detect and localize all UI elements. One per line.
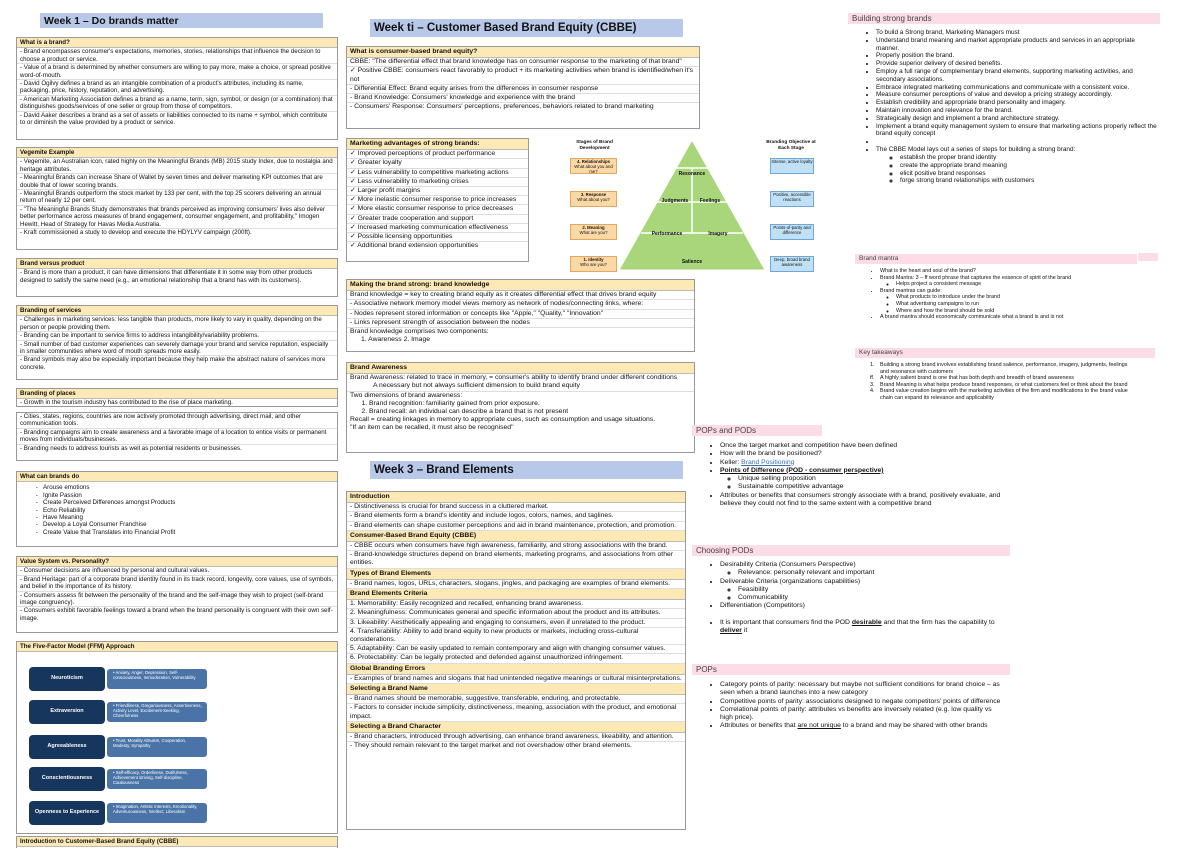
list-item: • Correlational points of parity: attributes vs benefits are inversely related (e.g. low quality vs high price). — [720, 706, 1006, 723]
block-imagery: Imagery — [708, 231, 728, 237]
cbbe-pyramid-diagram — [565, 138, 835, 273]
brand-mantra — [866, 268, 1156, 321]
text-span: deliver — [720, 627, 742, 635]
branding-places-cont-box — [16, 412, 338, 461]
text-line: - Distinctiveness is crucial for brand success in a cluttered market. — [347, 503, 685, 512]
text-line: - Links represent strength of association between the nodes — [347, 319, 694, 328]
branding-places-box — [16, 388, 338, 407]
stage-question: Who are you? — [580, 262, 607, 267]
takeaways-heading: Key takeaways — [855, 348, 1155, 358]
section-heading: Vegemite Example — [17, 148, 337, 158]
ffm-factor: Agreeableness — [29, 735, 105, 759]
takeaway-number: 1. — [870, 362, 875, 368]
takeaway-text: Brand value creation begins with the marketing activities of the firm and modifications to the brand value chain can expand its relevance and applicability — [880, 388, 1128, 401]
text-line: - Factors to consider include simplicity, distinctiveness, meaning, association with the product, and emotional impact. — [347, 704, 685, 721]
pops-pods-list — [706, 442, 1006, 475]
list-item: ◦ forge strong brand relationships with customers — [900, 177, 1158, 185]
stage-label: 3. Response — [580, 192, 607, 197]
section-heading: Consumer-Based Brand Equity (CBBE) — [347, 531, 685, 542]
ffm-traits: • Anxiety, Anger, Depression, Self-consciousness, Immoderation, Vulnerability — [107, 669, 207, 689]
text-line: - Meaningful Brands can increase Share of Wallet by seven times and deliver marketing KPI outcomes that are double that of lower scoring brands. — [17, 174, 337, 190]
section-heading: Branding of places — [17, 389, 337, 399]
text-line: - Brand characters, introduced through advertising, can enhance brand awareness, likeability, and attention. — [347, 733, 685, 742]
text-line: ✓ Additional brand extension opportunities — [350, 242, 479, 250]
text-line: - American Marketing Association defines a brand as a name, term, sign, symbol, or design (or a combination) that distinguishes goods/services of one seller or group from those of competitors. — [17, 96, 337, 112]
list-item: - Have Meaning — [43, 514, 337, 521]
brand-vs-product-box — [16, 258, 338, 297]
list-item: • Desirability Criteria (Consumers Perspective) — [720, 561, 1006, 569]
text-line: - "The Meaningful Brands Study demonstrates that brands perceived as improving consumers' lives also deliver better performance across measures of brand engagement, consumer engagement, and profitability," Imogen Hewitt, Head of Strategy for Havas Media Australia. — [17, 206, 337, 229]
stage-meaning — [570, 224, 617, 240]
list-item: • Competitive points of parity: associations designed to negate competitors' points of difference — [720, 698, 1006, 706]
list-item: - Develop a Loyal Consumer Franchise — [43, 521, 337, 528]
text-line: - Small number of bad customer experiences can severely damage your brand and service reputation, especially in smaller communities where word of mouth spreads more easily. — [17, 341, 337, 357]
text-line: - Brand elements can shape customer perceptions and aid in brand maintenance, protection, and promotion. — [347, 522, 685, 531]
awareness-dimensions-list — [347, 400, 694, 416]
ffm-factor: Conscientiousness — [29, 767, 105, 791]
pops-and-pods — [706, 442, 1006, 508]
list-item: • What is the heart and soul of the brand? — [880, 268, 1156, 275]
section-heading: Brand Elements Criteria — [347, 589, 685, 600]
list-item: • Embrace integrated marketing communications and communicate with a consistent voice. — [876, 84, 1158, 92]
text-line: - Value of a brand is determined by whether consumers are willing to pay more, make a choice, or spread positive word-of-mouth. — [17, 64, 337, 80]
text-line: ✓ Positive CBBE: consumers react favorably to product + its marketing activities when brand is identified/when it's not — [347, 67, 699, 84]
section-heading: Selecting a Brand Name — [347, 684, 685, 695]
takeaway-text: Building a strong brand involves establishing brand salience, performance, imagery, judgments, feelings and resonance with customers — [880, 362, 1128, 375]
list-item: • Category points of parity: necessary but maybe not sufficient conditions for brand choice – as seen when a brand launches into a new category — [720, 681, 1006, 698]
text-line: "If an item can be recalled, it must also be recognised" — [350, 424, 514, 432]
text-span: Keller: — [720, 458, 742, 466]
list-item: - Arouse emotions — [43, 484, 337, 491]
block-judgments: Judgments — [661, 198, 689, 204]
text-line: ✓ More elastic consumer response to price decreases — [347, 205, 528, 214]
value-system-box — [16, 556, 338, 633]
text-line: - Kraft commissioned a study to develop and execute the HDYLYV campaign (200ft). — [20, 229, 252, 237]
section-heading: Marketing advantages of strong brands: — [347, 139, 528, 150]
takeaway-number: 3. — [870, 381, 875, 388]
pops-pods-list-2 — [706, 492, 1006, 509]
choosing-pods — [706, 561, 1006, 635]
text-line: - Brand is more than a product, it can have dimensions that differentiate it in some way from other products designed to satisfy the same need (e.g., an emotional relationship that a brand has with its customers). — [20, 269, 313, 284]
list-item — [720, 619, 1006, 636]
text-line: - Branding can be important to service firms to address intangibility/variability problems. — [17, 332, 337, 340]
list-item — [720, 459, 1006, 467]
list-item: • Provide superior delivery of desired benefits. — [876, 60, 1158, 68]
stage-label: 4. Relationships — [577, 159, 610, 164]
list-item: • Properly position the brand. — [876, 52, 1158, 60]
text-line: ✓ Greater trade cooperation and support — [347, 215, 528, 224]
stage-label: 2. Meaning — [582, 225, 605, 230]
list-item: ◦ Communicability — [738, 594, 1006, 602]
ffm-conscientiousness — [29, 767, 329, 793]
vegemite-box — [16, 147, 338, 250]
pops — [706, 681, 1006, 731]
takeaway-item — [870, 382, 1128, 389]
text-line: - Brand names, logos, URLs, characters, slogans, jingles, and packaging are examples of brand elements. — [347, 580, 685, 589]
text-line: - Consumers' Response: Consumers' perceptions, preferences, behaviors related to brand marketing — [350, 103, 654, 111]
brand-elements-box — [346, 491, 686, 830]
section-heading: Global Branding Errors — [347, 664, 685, 675]
takeaway-number: ff. — [870, 375, 875, 382]
list-item: ◦ create the appropriate brand meaning — [900, 162, 1158, 170]
list-item: ◦ establish the proper brand identity — [900, 154, 1158, 162]
week3-title: Week 3 – Brand Elements — [370, 461, 683, 479]
list-item: ◦ Feasibility — [738, 586, 1006, 594]
list-item: • Maintain innovation and relevance for the brand. — [876, 107, 1158, 115]
list-item — [720, 722, 1006, 730]
mantra-list-2 — [866, 288, 1156, 295]
section-heading: Value System vs. Personality? — [17, 557, 337, 567]
list-item: • Employ a full range of complementary brand elements, supporting marketing activities, and secondary associations. — [876, 68, 1158, 84]
cbbe-steps-list — [862, 154, 1158, 185]
section-heading: Making the brand strong: brand knowledge — [347, 280, 694, 291]
takeaway-number: 4. — [870, 388, 875, 395]
ffm-agreeableness — [29, 735, 329, 761]
brand-knowledge-box — [346, 279, 695, 352]
text-line: - Consumers exhibit favorable feelings toward a brand when the brand personality is congruent with their own self-image. — [20, 607, 333, 622]
text-line: - Brand Knowledge: Consumers' knowledge and experience with the brand — [347, 94, 699, 103]
section-heading: What is a brand? — [17, 38, 337, 48]
list-item: • Points of Difference (POD - consumer perspective) — [720, 467, 1006, 475]
list-item: - Create Perceived Differences amongst Products — [43, 499, 337, 506]
list-item: • Implement a brand equity management system to ensure that marketing actions properly reflect the brand equity concept — [876, 123, 1158, 139]
text-line: - Meaningful Brands outperform the stock market by 133 per cent, with the top 25 scorers delivering an annual return of nearly 12 per cent. — [17, 190, 337, 206]
takeaway-item — [870, 388, 1128, 401]
list-item: • Differentiation (Competitors) — [720, 602, 1006, 610]
text-line: - Brand elements form a brand's identity and include logos, colors, names, and taglines. — [347, 512, 685, 521]
list-item: • Understand brand meaning and market appropriate products and services in an appropriate manner. — [876, 37, 1158, 53]
brand-awareness-box — [346, 362, 695, 453]
list-item: • Measure consumer perceptions of value and develop a pricing strategy accordingly. — [876, 91, 1158, 99]
list-item: • Attributes or benefits that consumers strongly associate with a brand, positively evaluate, and believe they could not find to the same extent with a competitive brand — [720, 492, 1006, 509]
section-heading: Selecting a Brand Character — [347, 722, 685, 733]
list-item: - Create Value that Translates into Financial Profit — [43, 529, 337, 536]
ffm-traits: • Trust, Morality Altruism, Cooperation, Modesty, Sympathy — [107, 737, 207, 757]
text-line: ✓ Larger profit margins — [347, 187, 528, 196]
objective-box: Intense, active loyalty — [770, 158, 814, 174]
list-item: ◦ Where and how the brand should be sold — [896, 308, 1156, 315]
text-line: ✓ Possible licensing opportunities — [347, 233, 528, 242]
key-takeaways — [870, 362, 1128, 402]
text-line: Brand Awareness: related to trace in memory, = consumer's ability to identify brand under different conditions — [350, 374, 678, 382]
text-line: ✓ Improved perceptions of product performance — [347, 150, 528, 159]
stage-label: 1. Identity — [583, 257, 604, 262]
text-line: - David Aaker describes a brand as a set of assets or liabilities connected to its name + symbol, which contribute to or diminish the value provided by a product or service. — [20, 111, 328, 127]
building-strong-brands — [862, 29, 1158, 185]
choosing-sublist — [706, 569, 1006, 577]
branding-services-box — [16, 305, 338, 380]
section-heading: Brand Awareness — [347, 363, 694, 374]
text-line: - Brand symbols may also be especially important because they help make the abstract nature of services more concrete. — [20, 356, 326, 371]
mantra-guides — [866, 294, 1156, 314]
text-line: - Examples of brand names and slogans that had unintended negative meanings or cultural misinterpretations. — [347, 675, 685, 684]
list-item: • To build a Strong brand, Marketing Managers must — [876, 29, 1158, 37]
choosing-list-3 — [706, 602, 1006, 610]
list-item: • Once the target market and competition have been defined — [720, 442, 1006, 450]
list-item: 2. Brand recall: an individual can describe a brand that is not present — [369, 408, 694, 416]
ffm-traits: • Imagination, Artistic Interests, Emotionality, Adventurousness, Intellect, Liberalism — [107, 803, 207, 823]
text-span: desirable — [851, 618, 882, 626]
text-line: ✓ Less vulnerability to competitive marketing actions — [347, 169, 528, 178]
choosing-sublist-2 — [706, 586, 1006, 603]
text-span: to a brand and may be shared with other brands — [840, 722, 988, 730]
takeaway-item — [870, 362, 1128, 375]
ffm-factor: Extraversion — [29, 700, 105, 724]
list-item: • A brand mantra should economically communicate what a brand is and is not — [880, 314, 1156, 321]
list-item: • Brand mantras can guide: — [880, 288, 1156, 295]
list-item: ◦ Sustainable competitive advantage — [738, 483, 1006, 491]
text-line: A necessary but not always sufficient dimension to build brand equity — [373, 382, 580, 390]
text-line: - Branding needs to address tourists as well as potential residents or businesses. — [20, 444, 242, 452]
list-item: - Echo Reliability — [43, 507, 337, 514]
takeaway-text: A highly salient brand is one that has both depth and breadth of brand awareness — [880, 375, 1074, 382]
what-is-a-brand-box — [16, 37, 338, 140]
stage-question: What are you? — [579, 230, 608, 235]
stage-identity — [570, 256, 617, 272]
stage-question: What about you? — [577, 197, 610, 202]
section-heading: Introduction to Customer-Based Brand Equity (CBBE) — [17, 837, 337, 847]
pod-sublist — [706, 475, 1006, 492]
objective-box: Deep, broad brand awareness — [770, 256, 814, 272]
text-line: - They should remain relevant to the target market and not overshadow other brand elements. — [350, 742, 632, 750]
text-line: ✓ More inelastic consumer response to price increases — [347, 196, 528, 205]
text-line: Two dimensions of brand awareness: — [347, 391, 694, 400]
text-line: 4. Transferability: Ability to add brand equity to new products or markets, including cross-cultural considerations. — [347, 628, 685, 645]
pops-list — [706, 681, 1006, 731]
section-heading: Brand versus product — [17, 259, 337, 269]
pyramid-right-title: Branding Objective at Each Stage — [766, 140, 816, 151]
list-item: • The CBBE Model lays out a series of steps for building a strong brand: — [876, 146, 1158, 154]
brands-do-list — [17, 484, 337, 536]
mantra-list-3 — [866, 314, 1156, 321]
pops-pods-heading: POPs and PODs — [692, 425, 822, 436]
objective-box: Positive, accessible reactions — [770, 191, 814, 207]
pink-divider — [1138, 253, 1158, 261]
text-span: are not unique — [797, 722, 841, 730]
takeaway-item — [870, 375, 1128, 382]
text-line: 5. Adaptability: Can be easily updated to remain contemporary and align with changing consumer values. — [347, 645, 685, 654]
section-heading: What is consumer-based brand equity? — [347, 47, 699, 58]
choosing-list-4 — [706, 619, 1006, 636]
mantra-list — [866, 268, 1156, 281]
block-feelings: Feelings — [699, 198, 721, 204]
ffm-factor: Neuroticism — [29, 667, 105, 691]
choosing-list-2 — [706, 578, 1006, 586]
list-item: ◦ Relevance: personally relevant and important — [738, 569, 1006, 577]
list-item: - Ignite Passion — [43, 492, 337, 499]
text-line: - Challenges in marketing services: less tangible than products, more likely to vary in quality, depending on the person or people providing them. — [17, 316, 337, 332]
week1-title: Week 1 – Do brands matter — [40, 13, 323, 28]
text-line: - David Ogilvy defines a brand as an intangible combination of a product's attributes, including its name, packaging, price, history, reputation, and advertising. — [17, 80, 337, 96]
text-line: - Brand names should be memorable, suggestive, transferable, enduring, and protectable. — [347, 695, 685, 704]
mantra-sublist — [866, 281, 1156, 288]
text-span: Attributes or benefits that — [720, 722, 798, 730]
block-salience: Salience — [681, 259, 703, 265]
stage-question: What about you and me? — [574, 164, 613, 174]
ffm-neuroticism — [29, 667, 329, 693]
text-span: It is important that consumers find the POD — [720, 618, 852, 626]
stage-response — [570, 191, 617, 207]
section-heading: Types of Brand Elements — [347, 569, 685, 580]
block-resonance: Resonance — [678, 171, 706, 177]
text-line: Recall = creating linkages in memory to appropriate cues, such as consumption and usage situations. — [350, 416, 656, 424]
ffm-extraversion — [29, 700, 329, 726]
text-line: 2. Meaningfulness: Communicates general and specific information about the product and its attributes. — [347, 609, 685, 618]
text-line: ✓ Increased marketing communication effectiveness — [347, 224, 528, 233]
list-item: ◦ What products to introduce under the brand — [896, 294, 1156, 301]
list-item — [876, 138, 1158, 146]
mantra-heading: Brand mantra — [855, 254, 1137, 264]
text-line: ✓ Greater loyalty — [347, 159, 528, 168]
takeaway-text: Brand Meaning is what helps produce brand responses, or what customers feel or think about the brand — [880, 381, 1128, 388]
text-line: 1. Awareness 2. Image — [361, 336, 431, 344]
text-line: Brand knowledge comprises two components: — [350, 328, 489, 336]
intro-cbbe-box — [16, 836, 338, 848]
text-line: - Differential Effect: Brand equity arises from the differences in consumer response — [347, 85, 699, 94]
text-line: ✓ Less vulnerability to marketing crises — [347, 178, 528, 187]
marketing-advantages-box — [346, 138, 529, 262]
text-line: - Brand Heritage: part of a corporate brand identity found in its track record, longevity, core values, use of symbols, and belief in the importance of its history. — [17, 576, 337, 592]
cbbe-what-box — [346, 46, 700, 129]
pyramid-left-title: Stages of Brand Development — [576, 140, 613, 151]
text-line: 6. Protectability: Can be legally protected and defended against unauthorized infringement. — [347, 654, 685, 663]
list-item: • Establish credibility and appropriate brand personality and imagery. — [876, 99, 1158, 107]
ffm-box — [16, 641, 338, 834]
stage-relationships — [570, 158, 617, 174]
block-performance: Performance — [651, 231, 683, 237]
text-line: - Nodes represent stored information or concepts like "Apple," "Quality," "Innovation" — [347, 310, 694, 319]
text-line: Brand knowledge = key to creating brand equity as it creates differential effect that drives brand equity — [347, 291, 694, 300]
week2-title: Week ti – Customer Based Brand Equity (CBBE) — [370, 19, 683, 37]
list-item: • Brand Mantra: 3 – ff word phrase that captures the essence of spirit of the brand — [880, 275, 1156, 282]
ffm-traits: • Self-efficacy, Orderliness, Dutifulness, Achievement striving, Self-discipline, Cautiousness — [107, 769, 207, 789]
building-list — [862, 29, 1158, 154]
pyramid-shape — [617, 138, 767, 273]
list-item: ◦ What advertising campaigns to run — [896, 301, 1156, 308]
text-line: 1. Memorability: Easily recognized and recalled, enhancing brand awareness. — [347, 600, 685, 609]
text-line: - Brand encompasses consumer's expectations, memories, stories, relationships that influence the decision to choose a product or service. — [17, 48, 337, 64]
section-heading: The Five-Factor Model (FFM) Approach — [17, 642, 337, 652]
section-heading: Introduction — [347, 492, 685, 503]
objective-box: Points-of-parity and difference — [770, 224, 814, 240]
ffm-factor: Openness to Experience — [29, 801, 105, 825]
list-item: ◦ Unique selling proposition — [738, 475, 1006, 483]
list-item: 1. Brand recognition: familiarity gained from prior exposure. — [369, 400, 694, 408]
ffm-traits: • Friendliness, Gregariousness, Assertiveness, Activity Level, Excitement-Seeking, Cheerfulness — [107, 702, 207, 722]
ffm-openness — [29, 801, 329, 827]
text-line: - Brand-knowledge structures depend on brand elements, marketing programs, and associations from other entities. — [347, 551, 685, 568]
text-line: - Vegemite, an Australian icon, rated highly on the Meaningful Brands (MB) 2015 study Index, due to nostalgia and heritage attributes. — [17, 158, 337, 174]
text-line: - CBBE occurs when consumers have high awareness, familiarity, and strong associations with the brand. — [347, 542, 685, 551]
what-can-brands-do-box — [16, 471, 338, 547]
pops-heading: POPs — [692, 664, 1010, 675]
text-line: 3. Likeability: Aesthetically appealing and engaging to consumers, even if unrelated to the product. — [347, 619, 685, 628]
list-item: • Deliverable Criteria (organizations capabilities) — [720, 578, 1006, 586]
text-line: CBBE: "The differential effect that brand knowledge has on consumer response to the marketing of that brand" — [347, 58, 699, 67]
text-line: - Associative network memory model views memory as network of nodes/connecting links, where: — [347, 300, 694, 309]
brand-positioning-link[interactable]: Brand Positioning — [741, 458, 795, 466]
text-span: it — [741, 627, 748, 635]
text-line: - Consumer decisions are influenced by personal and cultural values. — [17, 567, 337, 575]
list-item: • How will the brand be positioned? — [720, 450, 1006, 458]
list-item: ◦ Helps project a consistent message — [896, 281, 1156, 288]
text-line: - Cities, states, regions, countries are now actively promoted through advertising, direct mail, and other communication tools. — [17, 413, 337, 429]
list-item: • Strategically design and implement a brand architecture strategy. — [876, 115, 1158, 123]
section-heading: Branding of services — [17, 306, 337, 316]
text-line: - Consumers assess fit between the personality of the brand and the self-image they wish to project (self-brand image congruency). — [17, 592, 337, 608]
text-span: and that the firm has the capability to — [881, 618, 995, 626]
choosing-list — [706, 561, 1006, 569]
building-heading: Building strong brands — [848, 13, 1160, 24]
choosing-pods-heading: Choosing PODs — [692, 545, 1010, 556]
text-line: - Branding campaigns aim to create awareness and a favorable image of a location to entice visits or permanent moves from individuals/businesses. — [17, 429, 337, 445]
section-heading: What can brands do — [17, 472, 337, 482]
text-line: - Growth in the tourism industry has contributed to the rise of place marketing. — [20, 399, 233, 407]
list-item: ◦ elicit positive brand responses — [900, 170, 1158, 178]
